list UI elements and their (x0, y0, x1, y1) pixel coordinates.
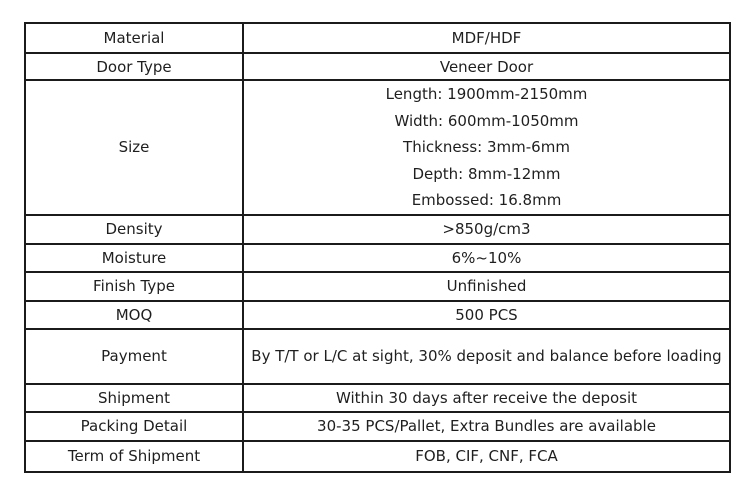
spec-value-moq: 500 PCS (243, 301, 730, 329)
table-row-term-of-shipment (25, 441, 730, 472)
size-line-depth: Depth: 8mm-12mm (412, 164, 561, 183)
spec-label-size: Size (25, 80, 243, 215)
table-row-door-type (25, 53, 730, 80)
spec-label-term-of-shipment: Term of Shipment (25, 441, 243, 472)
table-row-material (25, 23, 730, 53)
spec-label-material: Material (25, 23, 243, 53)
spec-label-moisture: Moisture (25, 244, 243, 272)
spec-label-shipment: Shipment (25, 384, 243, 412)
table-row-payment (25, 329, 730, 384)
spec-value-door-type: Veneer Door (243, 53, 730, 80)
spec-label-packing-detail: Packing Detail (25, 412, 243, 441)
spec-value-moisture: 6%~10% (243, 244, 730, 272)
table-row-moisture (25, 244, 730, 272)
size-line-embossed: Embossed: 16.8mm (411, 191, 562, 209)
spec-label-finish-type: Finish Type (25, 272, 243, 301)
product-spec-table (24, 22, 731, 473)
table-row-size (25, 80, 730, 215)
spec-value-term-of-shipment: FOB, CIF, CNF, FCA (243, 441, 730, 472)
table-row-density (25, 215, 730, 244)
spec-label-payment: Payment (25, 329, 243, 384)
size-line-width: Width: 600mm-1050mm (394, 111, 579, 130)
spec-label-density: Density (25, 215, 243, 244)
spec-label-moq: MOQ (25, 301, 243, 329)
spec-value-shipment: Within 30 days after receive the deposit (243, 384, 730, 412)
table-row-packing-detail (25, 412, 730, 441)
spec-value-packing-detail: 30-35 PCS/Pallet, Extra Bundles are available (243, 412, 730, 441)
spec-value-payment: By T/T or L/C at sight, 30% deposit and balance before loading (243, 329, 730, 384)
table-row-finish-type (25, 272, 730, 301)
spec-value-size (243, 80, 730, 215)
size-line-thickness: Thickness: 3mm-6mm (403, 138, 570, 156)
table-row-moq (25, 301, 730, 329)
table-row-shipment (25, 384, 730, 412)
spec-value-finish-type: Unfinished (243, 272, 730, 301)
spec-value-material: MDF/HDF (243, 23, 730, 53)
size-line-length: Length: 1900mm-2150mm (385, 85, 588, 103)
spec-label-door-type: Door Type (25, 53, 243, 80)
spec-value-density: >850g/cm3 (243, 215, 730, 244)
